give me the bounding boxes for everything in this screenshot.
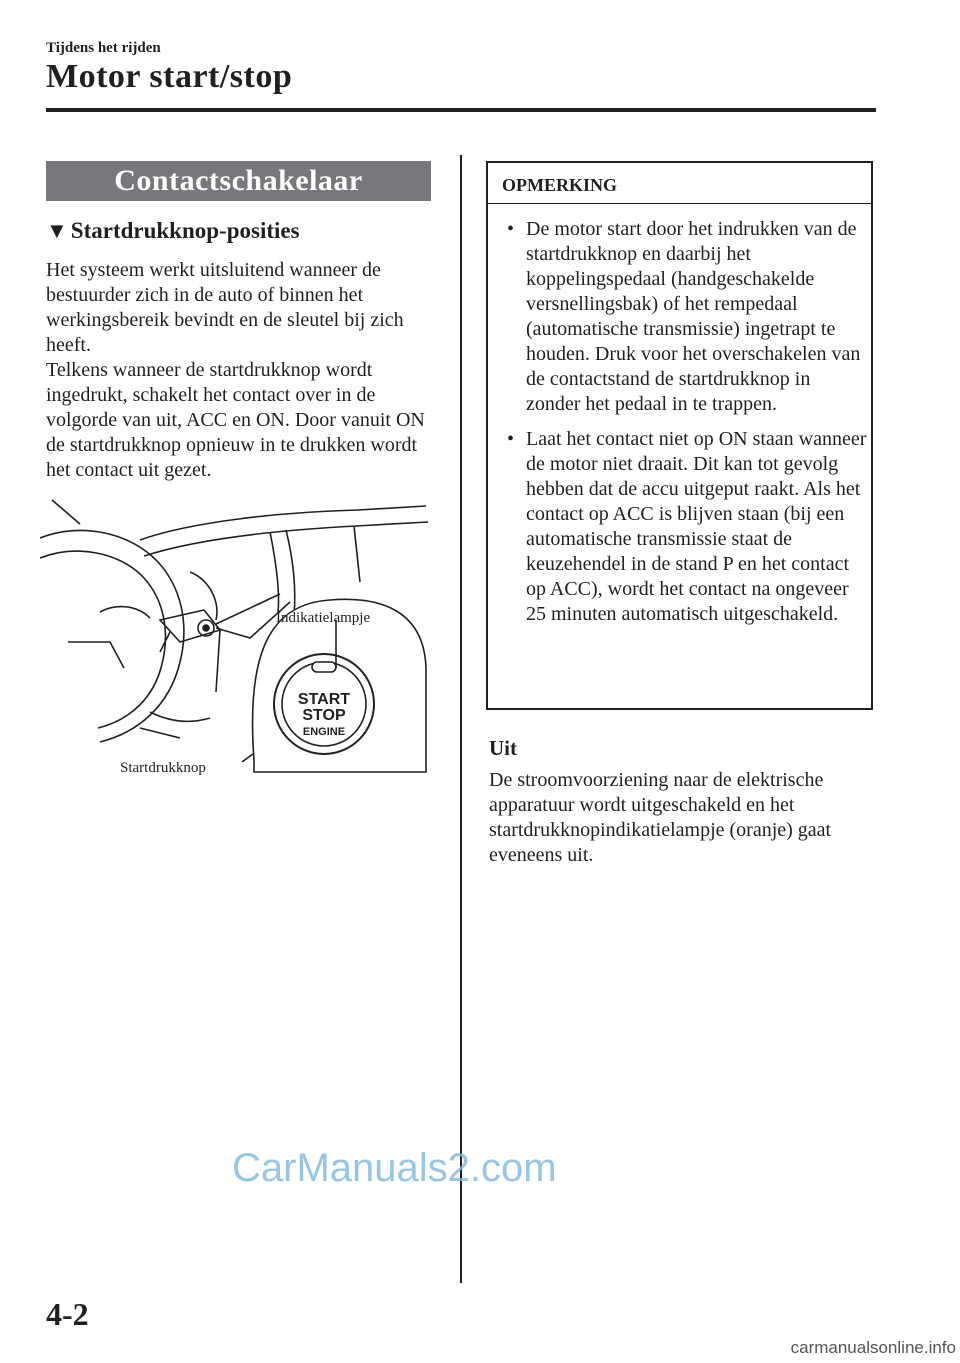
button-text-engine: ENGINE [302, 726, 346, 738]
page-number: 4-2 [46, 1296, 89, 1332]
label-start-button: Startdrukknop [120, 760, 206, 776]
watermark: CarManuals2.com [232, 1146, 557, 1190]
footer-site: carmanualsonline.info [790, 1338, 956, 1357]
button-text-stop: STOP [302, 707, 346, 724]
note-list [502, 217, 868, 637]
triangle-marker-icon: ▼ [46, 218, 68, 243]
page-title: Motor start/stop [46, 58, 293, 95]
label-indicator: Indikatielampje [276, 610, 371, 626]
uit-text: De stroomvoorziening naar de elektrische apparatuur wordt uitgeschakeld en het startdrukknopindikatielampje (oranje) gaat eveneens uit. [489, 769, 832, 866]
bullet-icon: • [507, 428, 515, 450]
note-title: OPMERKING [502, 175, 617, 195]
note-item [502, 427, 868, 627]
note-item [502, 217, 868, 417]
header-rule [46, 108, 876, 112]
note-item-text: De motor start door het indrukken van de startdrukknop en daarbij het koppelingspedaal (handgeschakelde versnellingsbak) of het rempedaal (automatische transmissie) ingetrapt te houden. Druk voor het overschakelen van de contactstand de startdrukknop in zonder het pedaal in te trappen. [526, 218, 861, 415]
button-text-start: START [297, 691, 351, 708]
paragraph-2: Telkens wanneer de startdrukknop wordt ingedrukt, schakelt het contact over in de volgorde van uit, ACC en ON. Door vanuit ON de startdrukknop opnieuw in te drukken wordt het contact uit gezet. [46, 359, 425, 481]
section-title-bar: Contactschakelaar [46, 161, 431, 201]
start-button-illustration [40, 492, 440, 792]
bullet-icon: • [507, 218, 515, 240]
paragraph-1: Het systeem werkt uitsluitend wanneer de bestuurder zich in de auto of binnen het werkingsbereik bevindt en de sleutel bij zich heeft. [46, 259, 404, 356]
uit-heading: Uit [489, 736, 517, 760]
note-item-text: Laat het contact niet op ON staan wanneer de motor niet draait. Dit kan tot gevolg hebben dat de accu uitgeput raakt. Als het contact op ACC is blijven staan (bij een automatische transmissie staat de keuzehendel in de stand P en het contact op ACC), wordt het contact na ongeveer 25 minuten automatisch uitgeschakeld. [526, 428, 867, 625]
subheading-text: Startdrukknop-posities [70, 218, 300, 243]
section-label: Tijdens het rijden [46, 40, 161, 56]
dashboard-drawing [40, 492, 440, 792]
note-box [486, 161, 873, 710]
subheading [46, 218, 300, 244]
column-divider [460, 155, 462, 1283]
body-text [46, 258, 446, 483]
note-rule [488, 203, 871, 204]
